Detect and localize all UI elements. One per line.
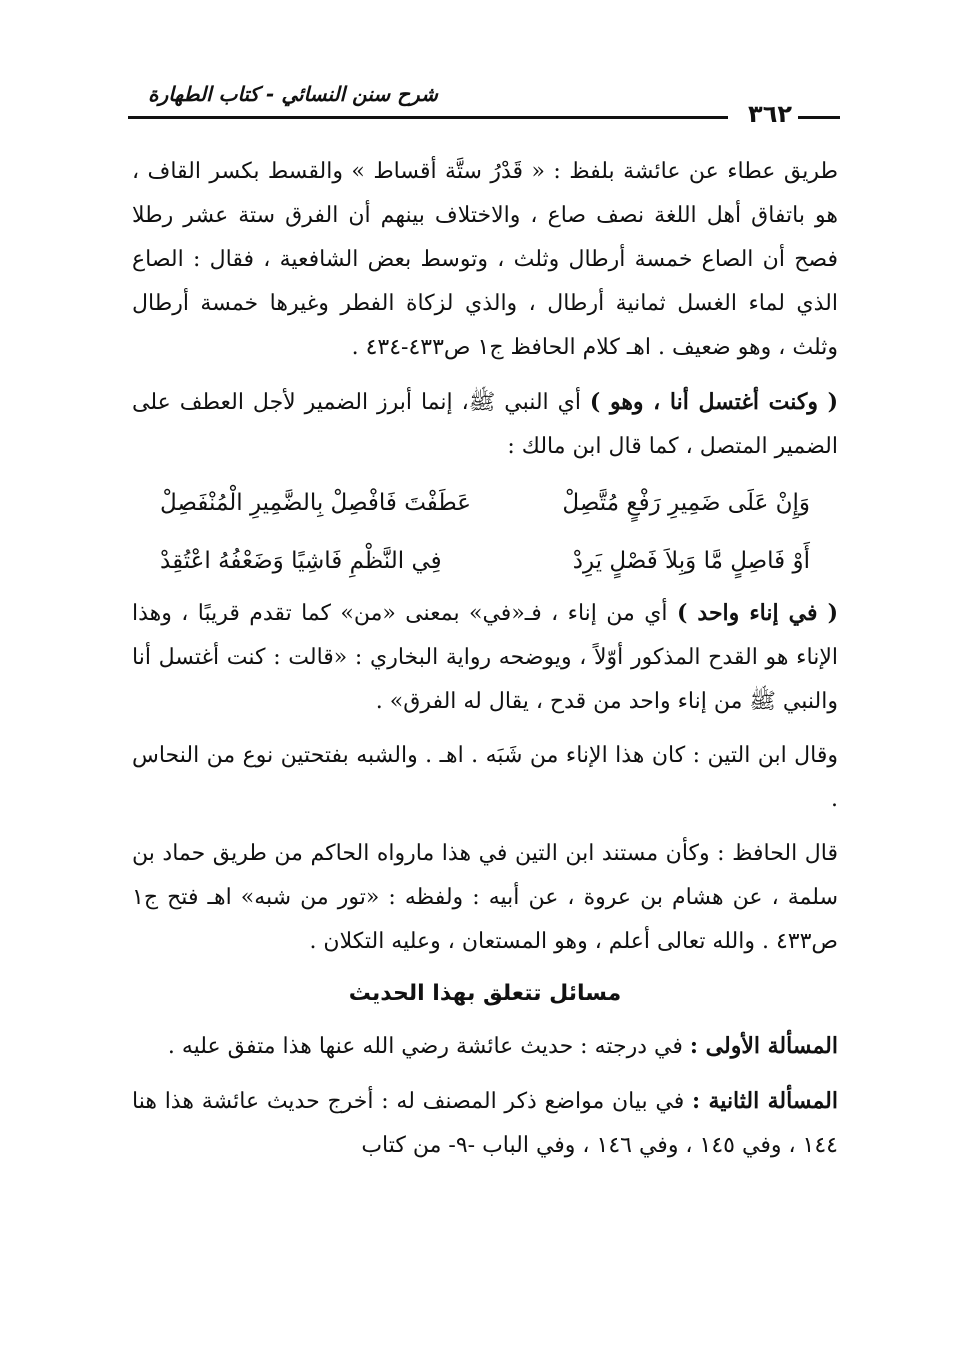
verse-line-2 xyxy=(132,533,838,589)
section-heading: مسائل تتعلق بهذا الحديث xyxy=(348,981,622,1006)
verse-2-second-hemistich: فِي النَّظْمِ فَاشِيًا وَضَعْفُهُ اعْتُقِدْ xyxy=(160,548,442,574)
paragraph-4: وقال ابن التين : كان هذا الإناء من شَبَه . اهـ . والشبه بفتحتين نوع من النحاس . xyxy=(132,743,838,812)
paragraph-5: قال الحافظ : وكأن مستند ابن التين في هذا مارواه الحاكم من طريق حماد بن سلمة ، عن هشام بن عروة ، عن أبيه : ولفظه : «تور من شبه» اهـ فتح ج١ ص٤٣٣ . والله تعالى أعلم ، وهو المستعان ، وعليه التكلان . xyxy=(132,841,838,954)
paragraph-3-text: أي من إناء ، فـ«في» بمعنى «من» كما تقدم قريبًا ، وهذا الإناء هو القدح المذكور أوّلاً ، ويوضحه رواية البخاري : «قالت : كنت أغتسل أنا والنبي ﷺ من إناء واحد من قدح ، يقال له الفرق» . xyxy=(132,601,838,714)
verse-1-second-hemistich: عَطَفْتَ فَافْصِلْ بِالضَّمِيرِ الْمُنْفَصِلْ xyxy=(160,490,472,516)
page-header xyxy=(128,82,840,142)
paragraph-3 xyxy=(132,591,838,724)
paragraph-1: طريق عطاء عن عائشة بلفظ : « قَدْرُ ستَّة أقساط » والقسط بكسر القاف ، هو باتفاق أهل اللغة نصف صاع ، والاختلاف بينهم أن الفرق ستة عشر رطلا فصح أن الصاع خمسة أرطال وثلث ، وتوسط بعض الشافعية ، فقال : الصاع الذي لماء الغسل ثمانية أرطال ، والذي لزكاة الفطر وغيرها خمسة أرطال وثلث ، وهو ضعيف . اهـ كلام الحافظ ج١ ص٤٣٣-٤٣٤ . xyxy=(132,159,838,360)
running-title: شرح سنن النسائي - كتاب الطهارة xyxy=(148,82,438,106)
verse-1-first-hemistich: وَإِنْ عَلَى ضَمِيرِ رَفْعٍ مُتَّصِلْ xyxy=(562,490,810,516)
hadith-phrase: ( في إناء واحد ) xyxy=(676,600,838,626)
header-rule xyxy=(128,116,728,119)
paragraph-7-text: في بيان مواضع ذكر المصنف له : أخرج حديث عائشة هذا هنا ١٤٤ ، وفي ١٤٥ ، وفي ١٤٦ ، وفي الباب -٩- من كتاب xyxy=(132,1089,838,1158)
page-number: ٣٦٢ xyxy=(748,100,792,128)
verse-line-1 xyxy=(132,475,838,531)
paragraph-6 xyxy=(132,1024,838,1069)
issue-label: المسألة الأولى : xyxy=(689,1033,838,1059)
issue-label: المسألة الثانية : xyxy=(691,1088,838,1114)
paragraph-7 xyxy=(132,1079,838,1168)
paragraph-2 xyxy=(132,380,838,469)
page-number-rule xyxy=(798,116,840,119)
paragraph-2-text: أي النبي ﷺ، إنما أبرز الضمير لأجل العطف على الضمير المتصل ، كما قال ابن مالك : xyxy=(132,390,838,459)
hadith-phrase: ( وكنت أغتسل أنا ، وهو ) xyxy=(589,389,838,415)
page-body xyxy=(132,150,838,1178)
verse-2-first-hemistich: أَوْ فَاصِلٍ مَّا وَبِلاَ فَصْلٍ يَرِدْ xyxy=(572,548,810,574)
paragraph-6-text: في درجته : حديث عائشة رضي الله عنها هذا متفق عليه . xyxy=(167,1034,690,1059)
